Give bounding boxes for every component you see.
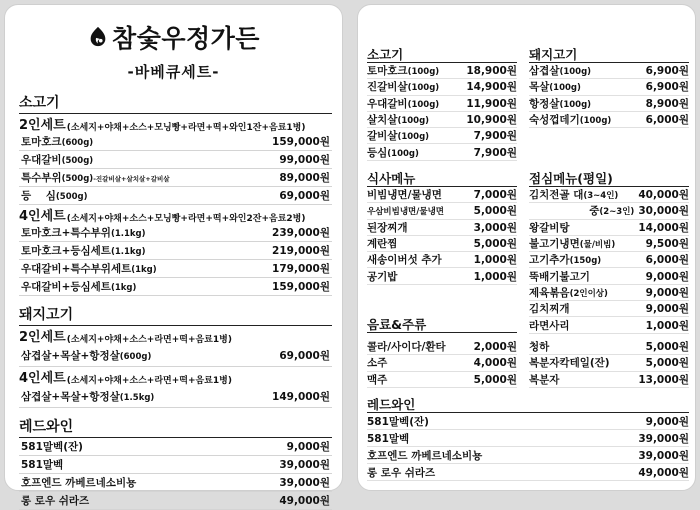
menu-item: 581말벡 39,000원	[19, 456, 332, 474]
menu-item: 제육볶음(2인이상) 9,000원	[529, 285, 689, 301]
menu-item: 등 심(500g) 69,000원	[19, 187, 332, 205]
set-heading-pork-4p: 4인세트 (소세지+야채+소스+라면+떡+음료1병)	[19, 371, 232, 386]
set-heading-4p: 4인세트 (소세지+야채+소스+모닝빵+라면+떡+와인2잔+음료2병)	[19, 209, 306, 224]
menu-item: 581말벡(잔) 9,000원	[367, 413, 689, 430]
menu-item: 갈비살(100g) 7,900원	[367, 128, 517, 144]
menu-item: 청하 5,000원	[529, 339, 689, 355]
menu-item: 삼겹살+목살+항정살(600g) 69,000원	[19, 345, 332, 367]
section-title-lunch: 점심메뉴(평일)	[529, 169, 689, 187]
set-heading-pork-2p: 2인세트 (소세지+야채+소스+라면+떡+음료1병)	[19, 330, 232, 345]
menu-item: 우대갈비+특수부위세트(1kg) 179,000원	[19, 260, 332, 278]
menu-item: 토마호크(100g) 18,900원	[367, 63, 517, 79]
charcoal-grill-logo-icon	[87, 26, 109, 48]
menu-item: 콜라/사이다/환타 2,000원	[367, 339, 517, 355]
menu-item: 특수부위(500g)-진갈비살+살치살+갈비살 89,000원	[19, 169, 332, 187]
meat-block	[367, 45, 689, 165]
brand-header	[5, 19, 342, 55]
menu-item: 김치찌개 9,000원	[529, 301, 689, 317]
section-title-wine-right: 레드와인	[367, 395, 689, 413]
menu-item: 581말벡(잔) 9,000원	[19, 438, 332, 456]
menu-item: 호프엔드 까베르네소비뇽 39,000원	[367, 447, 689, 464]
menu-item: 공기밥 1,000원	[367, 268, 517, 284]
menu-item: 목살(100g) 6,900원	[529, 79, 689, 95]
drinks-block	[367, 339, 689, 391]
menu-item: 우대갈비+등심세트(1kg) 159,000원	[19, 278, 332, 296]
set-heading-2p: 2인세트 (소세지+야채+소스+모닝빵+라면+떡+와인1잔+음료1병)	[19, 118, 306, 133]
menu-item: 숙성껍데기(100g) 6,000원	[529, 112, 689, 128]
menu-item: 살치살(100g) 10,900원	[367, 112, 517, 128]
meal-block	[367, 169, 689, 339]
menu-item: 불고기냉면(물/비빔) 9,500원	[529, 236, 689, 252]
section-title-beef-right: 소고기	[367, 45, 517, 63]
menu-item: 항정살(100g) 8,900원	[529, 96, 689, 112]
menu-item: 복분자칵테일(잔) 5,000원	[529, 355, 689, 371]
menu-item: 삼겹살(100g) 6,900원	[529, 63, 689, 79]
section-title-drinks: 음료&주류	[367, 315, 517, 333]
menu-item: 김치전골 대(3~4인) 40,000원	[529, 187, 689, 203]
menu-item: 새송이버섯 추가 1,000원	[367, 252, 517, 268]
menu-item: 맥주 5,000원	[367, 372, 517, 388]
menu-item: 롱 로우 쉬라즈 49,000원	[19, 492, 332, 510]
menu-item: 토마호크+등심세트(1.1kg) 219,000원	[19, 242, 332, 260]
menu-item: 소주 4,000원	[367, 355, 517, 371]
menu-item: 중(2~3인) 30,000원	[529, 203, 689, 219]
menu-item: 롱 로우 쉬라즈 49,000원	[367, 464, 689, 481]
menu-item: 토마호크+특수부위(1.1kg) 239,000원	[19, 224, 332, 242]
menu-item: 비빔냉면/물냉면 7,000원	[367, 187, 517, 203]
menu-item: 라면사리 1,000원	[529, 317, 689, 333]
menu-item: 삼겹살+목살+항정살(1.5kg) 149,000원	[19, 386, 332, 408]
menu-item: 된장찌개 3,000원	[367, 220, 517, 236]
menu-item: 계란찜 5,000원	[367, 236, 517, 252]
brand-name: 참숯우정가든	[112, 24, 260, 53]
menu-item: 호프엔드 까베르네소비뇽 39,000원	[19, 474, 332, 492]
section-title-pork: 돼지고기	[19, 304, 332, 326]
right-menu-panel	[357, 4, 696, 491]
menu-item: 고기추가(150g) 6,000원	[529, 252, 689, 268]
section-title-beef: 소고기	[19, 92, 332, 114]
menu-item: 우대갈비(100g) 11,900원	[367, 96, 517, 112]
menu-item: 복분자 13,000원	[529, 372, 689, 388]
wine-block	[367, 395, 689, 485]
menu-item: 우삼비빔냉면/물냉면 5,000원	[367, 203, 517, 219]
section-title-meal: 식사메뉴	[367, 169, 517, 187]
menu-item: 토마호크(600g) 159,000원	[19, 133, 332, 151]
menu-item: 등심(100g) 7,900원	[367, 144, 517, 160]
menu-item: 뚝배기불고기 9,000원	[529, 268, 689, 284]
menu-item: 우대갈비(500g) 99,000원	[19, 151, 332, 169]
menu-item: 진갈비살(100g) 14,900원	[367, 79, 517, 95]
section-title-wine: 레드와인	[19, 416, 332, 438]
section-title-pork-right: 돼지고기	[529, 45, 689, 63]
left-menu-panel	[4, 4, 343, 507]
menu-subtitle: -바베큐세트-	[127, 63, 220, 81]
menu-item: 왕갈비탕 14,000원	[529, 220, 689, 236]
menu-item: 581말벡 39,000원	[367, 430, 689, 447]
